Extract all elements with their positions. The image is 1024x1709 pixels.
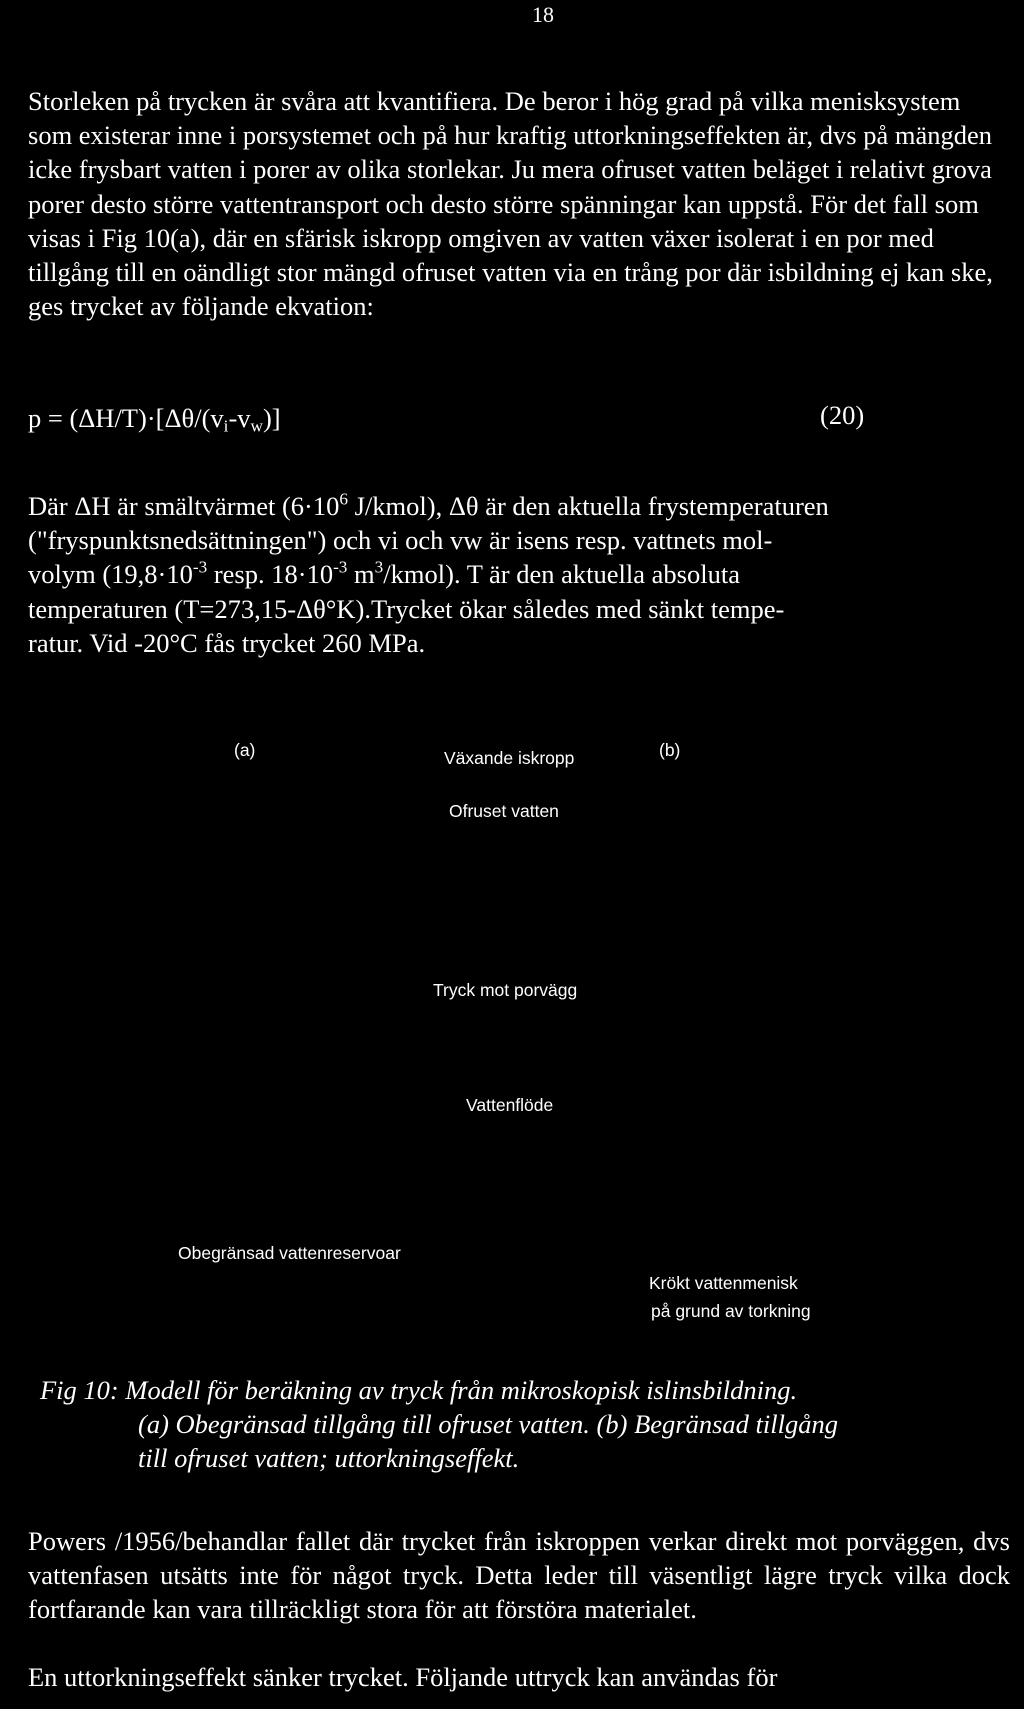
- p2-line-5: ratur. Vid -20°C fås trycket 260 MPa.: [28, 627, 426, 658]
- p2-line-4: temperaturen (T=273,15-Δθ°K).Trycket ökar således med sänkt tempe-: [28, 593, 785, 624]
- label-curved-meniscus-2: på grund av torkning: [651, 1301, 811, 1321]
- caption-line-3: till ofruset vatten; uttorkningseffekt.: [138, 1443, 520, 1473]
- body-paragraph-1: Storleken på trycken är svåra att kvantifiera. De beror i hög grad på vilka menisksystem som existerar inne i porsystemet och på hur kraftig uttorkningseffekten är, dvs på mängden icke frysbart vatten i porer av olika storlekar. Ju mera ofruset vatten beläget i relativt grova porer desto större vattentransport och desto större spänningar kan uppstå. För det fall som visas i Fig 10(a), där en sfärisk iskropp omgiven av vatten växer isolerat i en por med tillgång till en oändligt stor mängd ofruset vatten via en trång por där isbildning ej kan ske, ges trycket av följande ekvation:: [28, 86, 993, 322]
- label-water-flow: Vattenflöde: [466, 1095, 554, 1115]
- label-unlimited-reservoir: Obegränsad vattenreservoar: [178, 1243, 401, 1263]
- equation-lhs: p = (ΔH/T)·[Δθ/(v: [28, 403, 224, 433]
- label-unfrozen-water: Ofruset vatten: [449, 801, 559, 821]
- label-curved-meniscus-1: Krökt vattenmenisk: [649, 1273, 798, 1293]
- label-pressure-on-wall: Tryck mot porvägg: [433, 980, 578, 1000]
- body-paragraph-2: [28, 489, 1010, 660]
- equation-sub-i: i: [223, 416, 229, 436]
- label-growing-ice: Växande iskropp: [444, 748, 575, 768]
- figure-label-b: (b): [659, 740, 681, 760]
- p2-line-1: Där ΔH är smältvärmet ($6\cdot 10^6$ J/kmol), Δθ är den aktuella frystemperaturen: [28, 489, 829, 521]
- page-number: 18: [532, 2, 554, 27]
- equation-sub-w: w: [250, 416, 263, 436]
- equation-number: (20): [820, 400, 865, 430]
- equation-rhs: )]: [262, 403, 281, 433]
- body-paragraph-3: Powers /1956/behandlar fallet där trycket från iskroppen verkar direkt mot porväggen, dvs vattenfasen utsätts inte för något tryck. Detta leder till väsentligt lägre tryck vilka dock fortfarande kan vara tillräckligt stora för att förstöra materialet.: [28, 1526, 1010, 1625]
- p2-line-3: volym ($19,8\cdot 10^{-3}$ resp. $18\cdot 10^{-3}$ $m^3/kmol$). T är den aktuella absoluta: [28, 558, 740, 590]
- body-paragraph-4: En uttorkningseffekt sänker trycket. Följande uttryck kan användas för: [28, 1662, 778, 1692]
- figure-label-a: (a): [234, 740, 256, 760]
- caption-line-1: Fig 10: Modell för beräkning av tryck från mikroskopisk islinsbildning.: [40, 1375, 798, 1405]
- p2-line-2: ("fryspunktsnedsättningen") och vi och vw är isens resp. vattnets mol-: [28, 525, 773, 556]
- equation-mid: -v: [228, 403, 251, 433]
- equation-20: [28, 403, 281, 434]
- caption-line-2: (a) Obegränsad tillgång till ofruset vatten. (b) Begränsad tillgång: [138, 1409, 838, 1439]
